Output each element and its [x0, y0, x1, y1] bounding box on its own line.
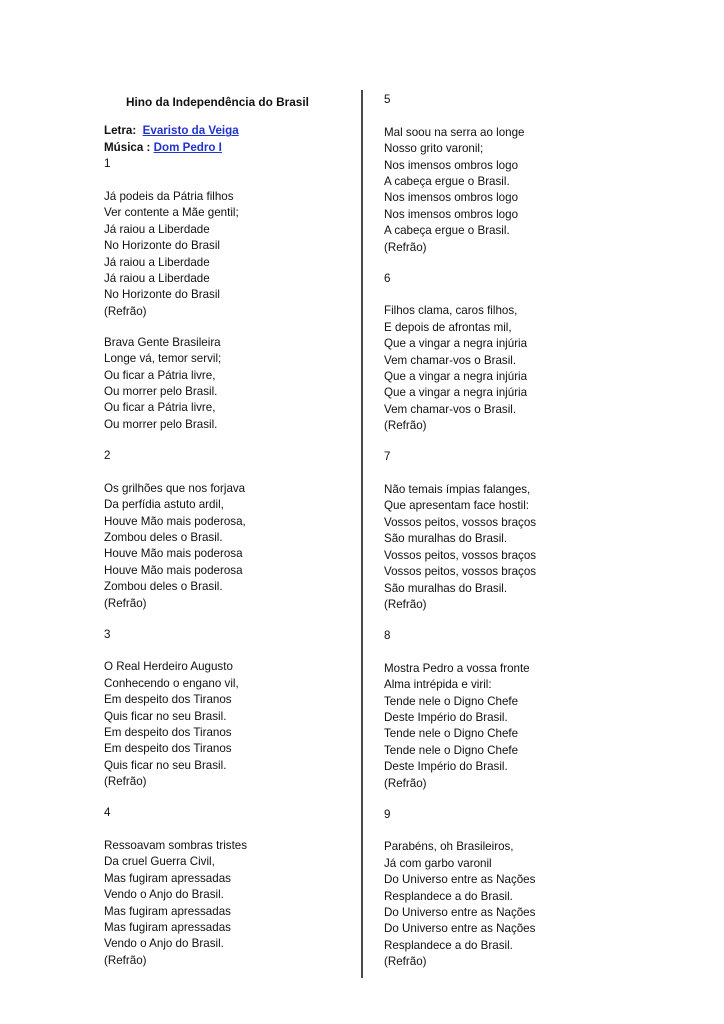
verse-line: Que apresentam face hostil: — [384, 499, 530, 513]
verse-line: Já com garbo varonil — [384, 856, 492, 870]
verse-line: Resplandece a do Brasil. — [384, 889, 513, 903]
verse-line: Em despeito dos Tiranos — [104, 693, 232, 707]
stanza-number: 8 — [384, 628, 391, 642]
verse-line: Houve Mão mais poderosa — [104, 547, 243, 561]
stanza — [384, 839, 634, 970]
stanza-number: 3 — [104, 627, 111, 641]
lyrics-label: Letra: — [104, 124, 137, 138]
verse-line: Nos imensos ombros logo — [384, 191, 519, 205]
refrain-marker: (Refrão) — [384, 597, 427, 611]
refrain-marker: (Refrão) — [384, 419, 427, 433]
verse-line: Tende nele o Digno Chefe — [384, 727, 519, 741]
stanza-number: 2 — [104, 448, 111, 462]
verse-line: Conhecendo o engano vil, — [104, 676, 239, 690]
verse-line: Deste Império do Brasil. — [384, 710, 508, 724]
music-credit — [104, 140, 354, 156]
verse-line: Da perfídia astuto ardil, — [104, 498, 224, 512]
verse-line: Tende nele o Digno Chefe — [384, 694, 519, 708]
refrain-marker: (Refrão) — [104, 775, 147, 789]
verse-line: Deste Império do Brasil. — [384, 760, 508, 774]
refrain-marker: (Refrão) — [104, 953, 147, 967]
verse-line: Ressoavam sombras tristes — [104, 838, 248, 852]
music-author-link[interactable]: Dom Pedro I — [153, 140, 222, 154]
verse-line: Já raiou a Liberdade — [104, 272, 210, 286]
verse-line: Vem chamar-vos o Brasil. — [384, 402, 517, 416]
stanza-number: 7 — [384, 450, 391, 464]
verse-line: No Horizonte do Brasil — [104, 288, 220, 302]
refrain-marker: (Refrão) — [384, 955, 427, 969]
verse-line: Vossos peitos, vossos braços — [384, 565, 537, 579]
verse-line: Ver contente a Mãe gentil; — [104, 206, 239, 220]
refrain-marker: (Refrão) — [384, 776, 427, 790]
verse-line: Do Universo entre as Nações — [384, 873, 536, 887]
verse-line: Que a vingar a negra injúria — [384, 337, 528, 351]
verse-line: Que a vingar a negra injúria — [384, 386, 528, 400]
verse-line: Houve Mão mais poderosa — [104, 563, 243, 577]
verse-line: Longe vá, temor servil; — [104, 352, 222, 366]
verse-line: Zombou deles o Brasil. — [104, 580, 223, 594]
verse-line: Ou morrer pelo Brasil. — [104, 385, 218, 399]
verse-line: Nos imensos ombros logo — [384, 207, 519, 221]
verse-line: Os grilhões que nos forjava — [104, 481, 246, 495]
verse-line: Parabéns, oh Brasileiros, — [384, 840, 514, 854]
stanza-number: 1 — [104, 157, 111, 171]
verse-line: Já podeis da Pátria filhos — [104, 190, 234, 204]
verse-line: Mostra Pedro a vossa fronte — [384, 661, 530, 675]
stanza-number: 4 — [104, 806, 111, 820]
stanza — [384, 482, 634, 613]
verse-line: Do Universo entre as Nações — [384, 922, 536, 936]
verse-line: Nos imensos ombros logo — [384, 158, 519, 172]
verse-line: Filhos clama, caros filhos, — [384, 304, 518, 318]
music-label: Música : — [104, 140, 151, 154]
verse-line: Mal soou na serra ao longe — [384, 125, 525, 139]
lyrics-credit — [104, 123, 354, 139]
verse-line: Da cruel Guerra Civil, — [104, 855, 215, 869]
verse-line: Mas fugiram apressadas — [104, 904, 231, 918]
verse-line: Zombou deles o Brasil. — [104, 530, 223, 544]
verse-line: Em despeito dos Tiranos — [104, 742, 232, 756]
right-column — [384, 92, 634, 985]
stanza-number: 9 — [384, 807, 391, 821]
verse-line: Ou ficar a Pátria livre, — [104, 401, 216, 415]
verse-line: Vendo o Anjo do Brasil. — [104, 888, 224, 902]
stanza — [384, 661, 634, 792]
verse-line: Quis ficar no seu Brasil. — [104, 709, 227, 723]
verse-line: Resplandece a do Brasil. — [384, 938, 513, 952]
refrain-marker: (Refrão) — [384, 240, 427, 254]
stanza — [104, 659, 354, 790]
stanza — [104, 838, 354, 969]
verse-line: Nosso grito varonil; — [384, 142, 484, 156]
verse-line: A cabeça ergue o Brasil. — [384, 224, 510, 238]
left-column — [104, 92, 354, 984]
verse-line: São muralhas do Brasil. — [384, 532, 508, 546]
refrain-marker: (Refrão) — [104, 596, 147, 610]
verse-line: Mas fugiram apressadas — [104, 871, 231, 885]
verse-line: Já raiou a Liberdade — [104, 255, 210, 269]
verse-line: No Horizonte do Brasil — [104, 239, 220, 253]
verse-line: Ou morrer pelo Brasil. — [104, 417, 218, 431]
verse-line: Vendo o Anjo do Brasil. — [104, 937, 224, 951]
verse-line: O Real Herdeiro Augusto — [104, 660, 233, 674]
verse-line: São muralhas do Brasil. — [384, 581, 508, 595]
stanza-number: 5 — [384, 93, 391, 106]
stanza — [384, 125, 634, 256]
verse-line: Não temais ímpias falanges, — [384, 483, 531, 497]
verse-line: Tende nele o Digno Chefe — [384, 743, 519, 757]
verse-line: Vossos peitos, vossos braços — [384, 515, 537, 529]
chorus — [104, 335, 354, 433]
verse-line: Houve Mão mais poderosa, — [104, 514, 246, 528]
verse-line: Vossos peitos, vossos braços — [384, 548, 537, 562]
verse-line: Que a vingar a negra injúria — [384, 370, 528, 384]
verse-line: Já raiou a Liberdade — [104, 222, 210, 236]
page-title: Hino da Independência do Brasil — [126, 95, 309, 109]
verse-line: Brava Gente Brasileira — [104, 335, 221, 349]
column-divider — [361, 90, 363, 978]
verse-line: Ou ficar a Pátria livre, — [104, 368, 216, 382]
verse-line: Quis ficar no seu Brasil. — [104, 758, 227, 772]
stanza — [104, 481, 354, 612]
verse-line: E depois de afrontas mil, — [384, 320, 512, 334]
verse-line: Em despeito dos Tiranos — [104, 725, 232, 739]
verse-line: Vem chamar-vos o Brasil. — [384, 353, 517, 367]
stanza — [104, 189, 354, 320]
verse-line: Mas fugiram apressadas — [104, 921, 231, 934]
verse-line: Alma intrépida e viril: — [384, 678, 492, 692]
verse-line: Do Universo entre as Nações — [384, 905, 536, 919]
refrain-marker: (Refrão) — [104, 304, 147, 318]
lyrics-author-link[interactable]: Evaristo da Veiga — [142, 124, 239, 138]
stanza — [384, 303, 634, 434]
stanza-number: 6 — [384, 271, 391, 285]
verse-line: A cabeça ergue o Brasil. — [384, 175, 510, 189]
